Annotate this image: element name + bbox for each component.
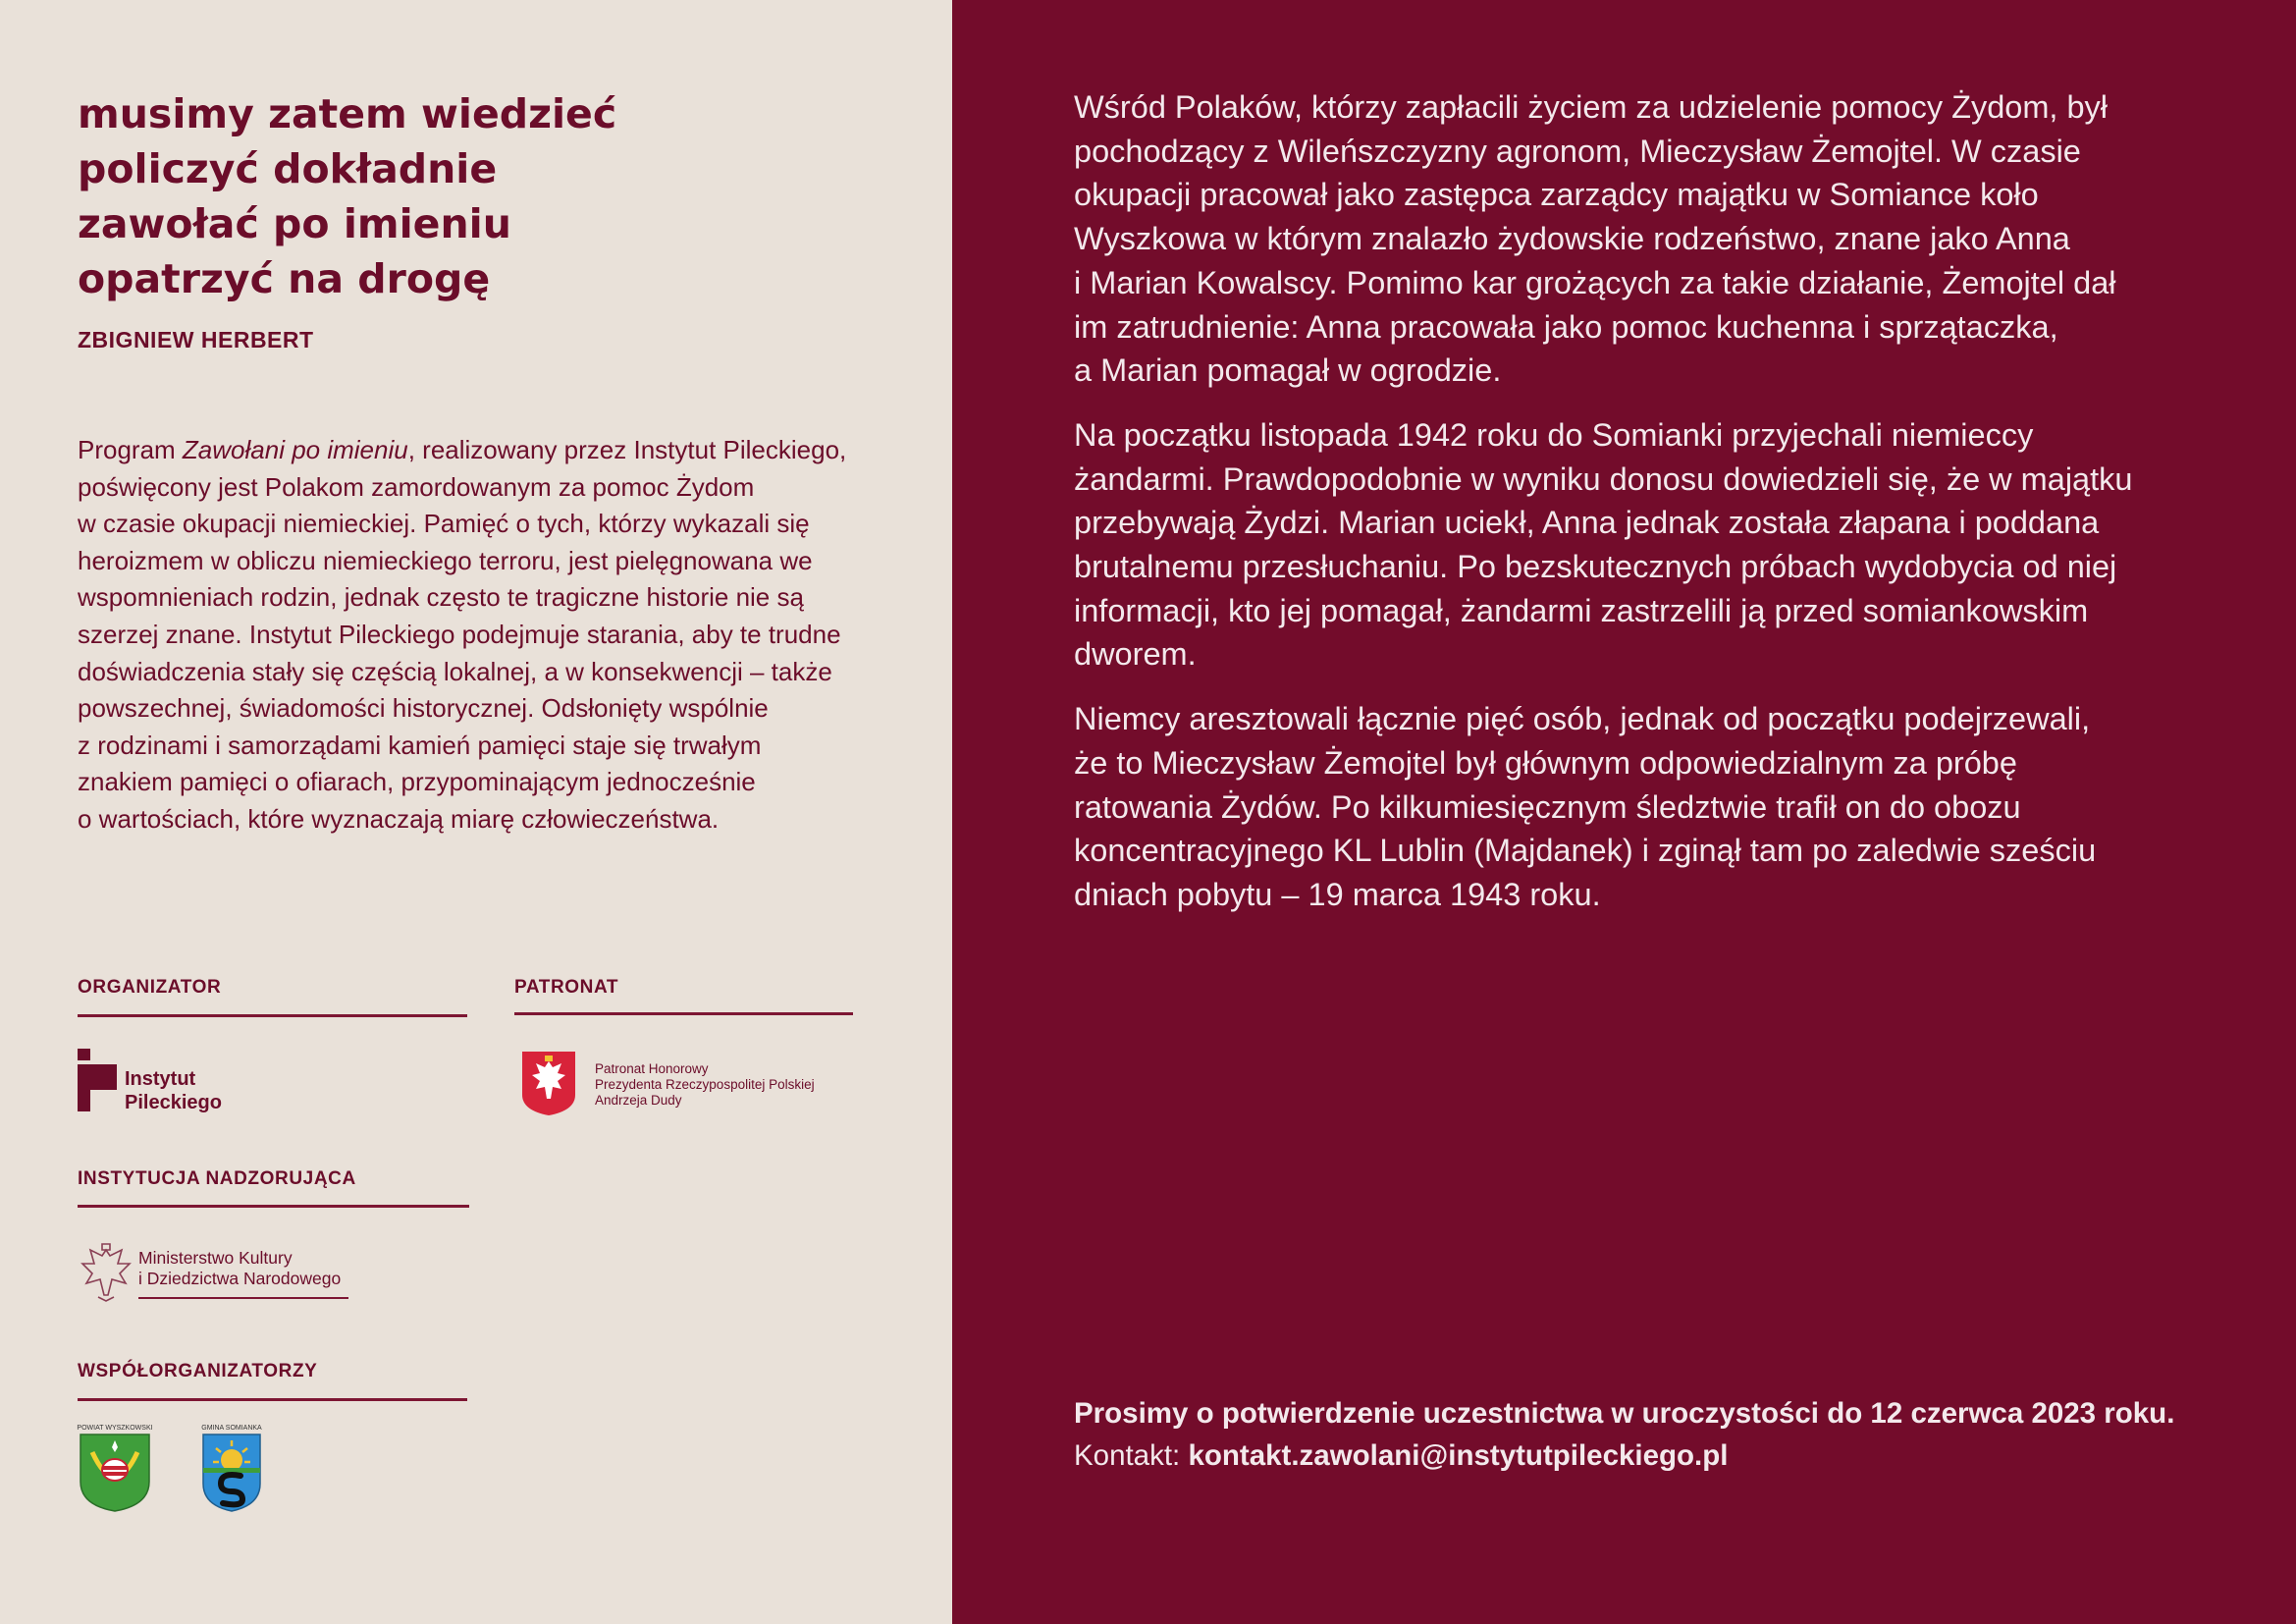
patronage-text-line: Patronat Honorowy [595,1061,709,1076]
section-divider [78,1398,467,1401]
story-line: Niemcy aresztowali łącznie pięć osób, jednak od początku podejrzewali, [1074,701,2091,737]
story-line: informacji, kto jej pomagał, żandarmi zastrzelili ją przed somiankowskim [1074,592,2089,628]
contact-email-link[interactable]: kontakt.zawolani@instytutpileckiego.pl [1188,1439,1729,1472]
somianka-commune-coat-of-arms [199,1425,264,1513]
story-line: okupacji pracował jako zastępca zarządcy majątku w Somiance koło [1074,177,2039,213]
polish-eagle-emblem-icon [520,1050,577,1116]
contact-label: Kontakt: [1074,1439,1189,1472]
patronage-logo [520,1050,854,1118]
story-text [1074,85,2252,938]
motto-line: policzyć dokładnie [78,145,498,192]
story-paragraph [1074,697,2252,917]
story-line: im zatrudnienie: Anna pracowała jako pomoc kuchenna i sprzątaczka, [1074,308,2058,345]
contact-line [1074,1435,2252,1477]
story-line: a Marian pomagał w ogrodzie. [1074,352,1502,389]
story-line: Wyszkowa w którym znalazło żydowskie rodzeństwo, znane jako Anna [1074,221,2070,257]
intro-line: poświęcony jest Polakom zamordowanym za pomoc Żydom [78,471,755,502]
somianka-coat-of-arms-icon [201,1433,262,1513]
patronage-text-line: Andrzeja Dudy [595,1093,682,1108]
intro-line: szerzej znane. Instytut Pileckiego podejmuje starania, aby te trudne [78,619,841,649]
ministry-text-line: i Dziedzictwa Narodowego [138,1269,342,1288]
motto-author: ZBIGNIEW HERBERT [78,327,314,352]
coat-of-arms-caption: GMINA SOMIANKA [201,1425,262,1432]
story-line: dworem. [1074,636,1197,673]
patronage-label: PATRONAT [514,977,619,998]
intro-text: , realizowany przez Instytut Pileckiego, [407,435,847,464]
story-line: koncentracyjnego KL Lublin (Majdanek) i zginął tam po zaledwie sześciu [1074,833,2097,869]
motto-poem [78,86,686,306]
pilecki-institute-logo-icon [78,1049,117,1111]
story-line: brutalnemu przesłuchaniu. Po bezskutecznych próbach wydobycia od niej [1074,549,2117,585]
rsvp-text: Prosimy o potwierdzenie uczestnictwa w uroczystości do 12 czerwca 2023 roku. [1074,1397,2175,1430]
ministry-text [138,1248,341,1289]
intro-line: heroizmem w obliczu niemieckiego terroru, jest pielęgnowana we [78,545,813,575]
section-divider [78,1014,467,1017]
story-paragraph [1074,85,2252,393]
rsvp-block [1074,1392,2252,1477]
patronage-text [595,1061,815,1109]
ministry-underline [138,1297,348,1299]
intro-line [78,432,892,469]
pilecki-logo-text [125,1067,222,1114]
story-line: ratowania Żydów. Po kilkumiesięcznym śledztwie trafił on do obozu [1074,788,2021,825]
intro-text: Program [78,435,183,464]
wyszkow-coat-of-arms-icon [79,1433,151,1513]
intro-line: znakiem pamięci o ofiarach, przypominającym jednocześnie [78,767,756,797]
story-line: i Marian Kowalscy. Pomimo kar grożących za takie działanie, Żemojtel dał [1074,264,2116,300]
section-divider [78,1205,469,1208]
intro-line: wspomnieniach rodzin, jednak często te tragiczne historie nie są [78,582,804,613]
ministry-text-line: Ministerstwo Kultury [138,1248,293,1268]
intro-line: powszechnej, świadomości historycznej. Odsłonięty wspólnie [78,693,769,724]
program-name: Zawołani po imieniu [182,435,408,464]
left-panel [0,0,952,1624]
story-paragraph [1074,413,2252,677]
intro-line: doświadczenia stały się częścią lokalnej, a w konsekwencji – także [78,656,832,686]
supervising-institution-label: INSTYTUCJA NADZORUJĄCA [78,1168,356,1189]
story-line: dniach pobytu – 19 marca 1943 roku. [1074,876,1601,912]
logo-text-line: Instytut [125,1068,196,1090]
ministry-logo [79,1242,373,1311]
wyszkow-county-coat-of-arms [77,1425,153,1513]
coorganizers-label: WSPÓŁORGANIZATORZY [78,1361,318,1381]
logo-text-line: Pileckiego [125,1092,222,1113]
program-description [78,432,892,839]
intro-line: w czasie okupacji niemieckiej. Pamięć o tych, którzy wykazali się [78,509,810,539]
story-line: pochodzący z Wileńszczyzny agronom, Mieczysław Żemojtel. W czasie [1074,133,2081,169]
section-divider [514,1012,853,1015]
coat-of-arms-caption: POWIAT WYSZKOWSKI [77,1425,153,1432]
motto-line: opatrzyć na drogę [78,255,491,302]
story-line: przebywają Żydzi. Marian uciekł, Anna jednak została złapana i poddana [1074,505,2100,541]
story-line: że to Mieczysław Żemojtel był głównym odpowiedzialnym za próbę [1074,744,2017,781]
eagle-outline-emblem-icon [79,1242,133,1303]
organizer-label: ORGANIZATOR [78,977,222,998]
motto-line: musimy zatem wiedzieć [78,90,617,137]
intro-line: o wartościach, które wyznaczają miarę człowieczeństwa. [78,803,720,834]
motto-line: zawołać po imieniu [78,200,511,247]
story-line: Na początku listopada 1942 roku do Somianki przyjechali niemieccy [1074,416,2034,453]
pilecki-institute-logo [78,1049,274,1117]
story-line: Wśród Polaków, którzy zapłacili życiem za udzielenie pomocy Żydom, był [1074,89,2109,125]
patronage-text-line: Prezydenta Rzeczypospolitej Polskiej [595,1077,815,1092]
story-line: żandarmi. Prawdopodobnie w wyniku donosu dowiedzieli się, że w majątku [1074,460,2133,497]
intro-line: z rodzinami i samorządami kamień pamięci staje się trwałym [78,730,762,760]
